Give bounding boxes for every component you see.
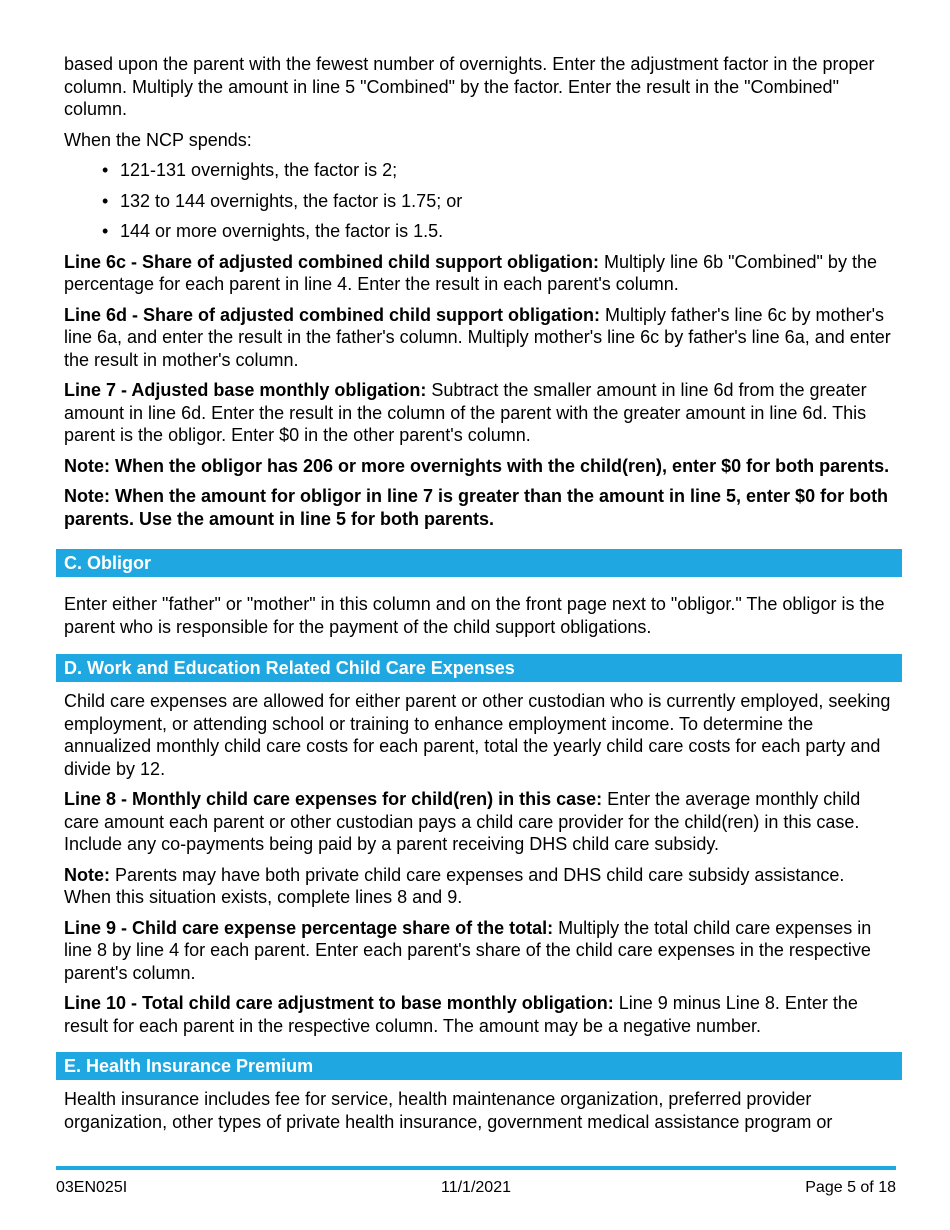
- page-footer: [56, 1177, 896, 1199]
- line-8-paragraph: [64, 788, 894, 856]
- note-label: Note:: [64, 864, 110, 885]
- footer-page-number: Page 5 of 18: [805, 1179, 896, 1196]
- line-7-paragraph: [64, 379, 894, 447]
- section-header-health-insurance: E. Health Insurance Premium: [56, 1052, 902, 1080]
- list-item: [64, 220, 894, 243]
- child-care-intro-paragraph: Child care expenses are allowed for either parent or other custodian who is currently employed, seeking employment, or attending school or training to enhance employment income. To determine the annualized monthly child care costs for each parent, total the yearly child care costs for each party and divide by 12.: [64, 691, 891, 779]
- bullet-icon: •: [102, 221, 109, 241]
- line-7-label: Line 7 - Adjusted base monthly obligation:: [64, 380, 427, 400]
- line-6d-text: Multiply father's line 6c by mother's line 6a, and enter the result in the father's column. Multiply mother's line 6c by father's line 6a, and enter the result in mother's column.: [64, 304, 891, 370]
- line-9-text: Multiply the total child care expenses in line 8 by line 4 for each parent. Enter each parent's share of the child care expenses in the respective parent's column.: [64, 917, 872, 983]
- line-9-label: Line 9 - Child care expense percentage share of the total:: [64, 917, 554, 938]
- note-206-overnights: Note: When the obligor has 206 or more overnights with the child(ren), enter $0 for both parents.: [64, 455, 890, 476]
- line-8-label: Line 8 - Monthly child care expenses for child(ren) in this case:: [64, 789, 603, 809]
- page-content: [64, 53, 894, 1141]
- section-header-child-care: D. Work and Education Related Child Care Expenses: [56, 654, 902, 682]
- line-10-label: Line 10 - Total child care adjustment to base monthly obligation:: [64, 993, 614, 1013]
- section-header-obligor: C. Obligor: [56, 549, 902, 577]
- line-8-text: Enter the average monthly child care amount each parent or other custodian pays a child care provider for the child(ren) in this case. Include any co-payments being paid by a parent receiving DHS child care subsidy.: [64, 789, 861, 854]
- list-item: [64, 190, 894, 213]
- footer-form-id: 03EN025I: [56, 1179, 128, 1196]
- bullet-icon: •: [102, 190, 109, 211]
- line-6c-label: Line 6c - Share of adjusted combined child support obligation:: [64, 251, 600, 272]
- footer-divider: [56, 1166, 896, 1170]
- ncp-spends-lead: When the NCP spends:: [64, 129, 252, 150]
- line-6c-text: Multiply line 6b "Combined" by the percentage for each parent in line 4. Enter the result in each parent's column.: [64, 251, 877, 294]
- line-10-text: Line 9 minus Line 8. Enter the result for each parent in the respective column. The amount may be a negative number.: [64, 993, 858, 1036]
- list-item: [64, 159, 894, 182]
- line-7-text: Subtract the smaller amount in line 6d from the greater amount in line 6d. Enter the result in the column of the parent with the greater amount in line 6d. This parent is the obligor. Enter $0 in the other parent's column.: [64, 380, 867, 445]
- list-item-text: 144 or more overnights, the factor is 1.5.: [120, 221, 444, 241]
- line-6d-paragraph: [64, 304, 894, 372]
- child-care-note-paragraph: [64, 864, 894, 909]
- list-item-text: 132 to 144 overnights, the factor is 1.75; or: [120, 190, 463, 211]
- line-9-paragraph: [64, 917, 894, 985]
- footer-date: 11/1/2021: [441, 1179, 511, 1196]
- list-item-text: 121-131 overnights, the factor is 2;: [120, 160, 398, 180]
- intro-paragraph: based upon the parent with the fewest number of overnights. Enter the adjustment factor in the proper column. Multiply the amount in line 5 "Combined" by the factor. Enter the result in the "Combined" column.: [64, 54, 875, 119]
- health-insurance-paragraph: Health insurance includes fee for service, health maintenance organization, preferred provider organization, other types of private health insurance, government medical assistance program or: [64, 1089, 833, 1132]
- overnight-factor-list: [64, 159, 894, 243]
- obligor-paragraph: Enter either "father" or "mother" in this column and on the front page next to "obligor." The obligor is the parent who is responsible for the payment of the child support obligations.: [64, 594, 885, 637]
- line-6d-label: Line 6d - Share of adjusted combined child support obligation:: [64, 304, 601, 325]
- note-line-7-greater: Note: When the amount for obligor in line 7 is greater than the amount in line 5, enter $0 for both parents. Use the amount in line 5 for both parents.: [64, 486, 889, 529]
- note-text: Parents may have both private child care expenses and DHS child care subsidy assistance. When this situation exists, complete lines 8 and 9.: [64, 864, 845, 907]
- line-10-paragraph: [64, 992, 894, 1037]
- line-6c-paragraph: [64, 251, 894, 296]
- bullet-icon: •: [102, 160, 109, 180]
